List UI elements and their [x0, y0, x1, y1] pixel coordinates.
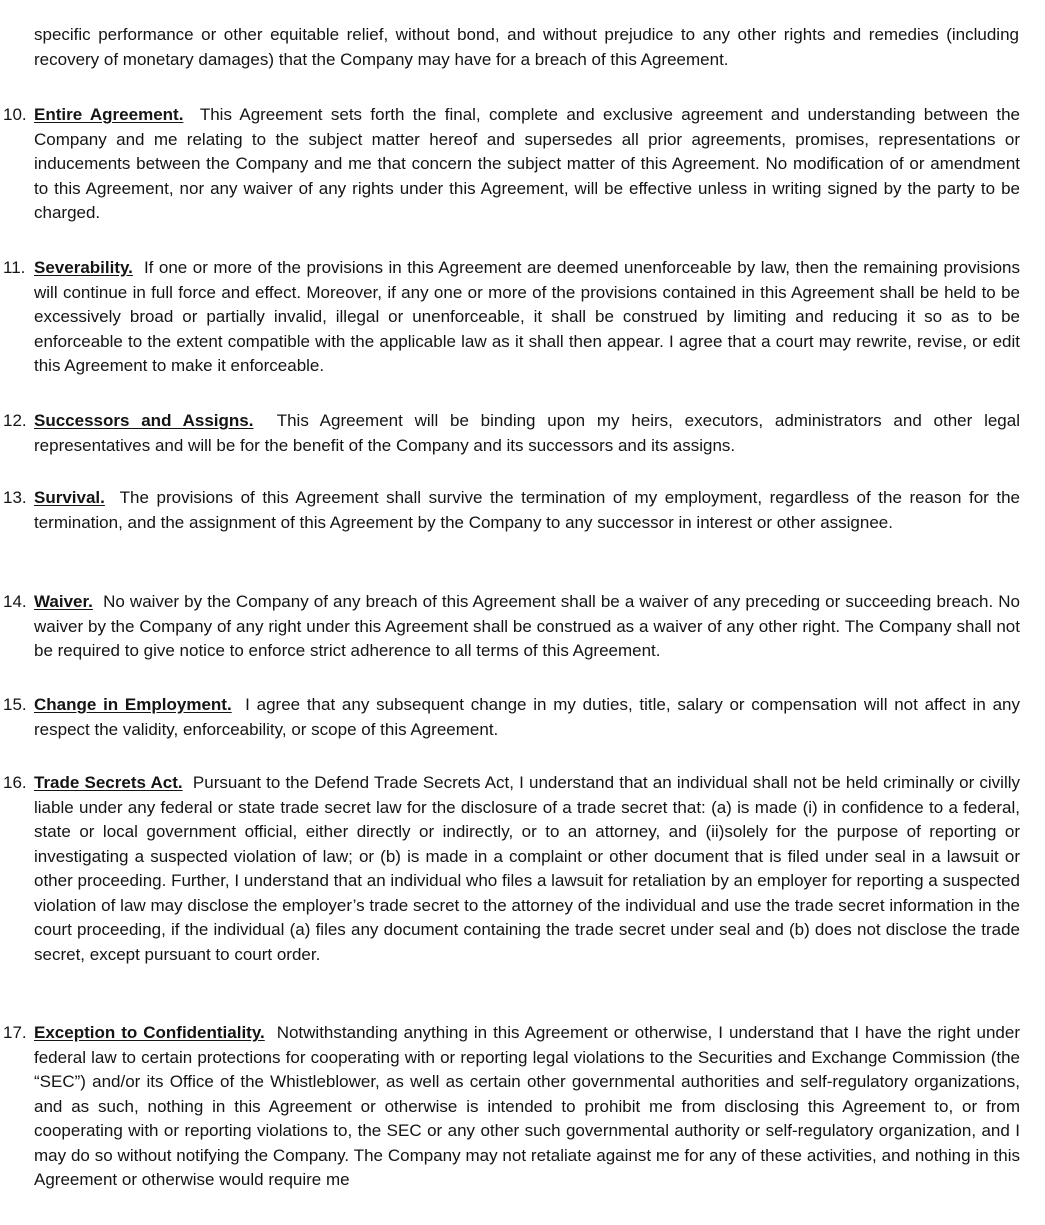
section-successors-and-assigns [0, 409, 1020, 458]
section-text: This Agreement will be binding upon my heirs, executors, administrators and other legal representatives and will be for the benefit of the Company and its successors and its assigns. [34, 411, 1020, 455]
section-severability [0, 256, 1020, 379]
section-text: If one or more of the provisions in this Agreement are deemed unenforceable by law, then the remaining provisions will continue in full force and effect. Moreover, if any one or more of the provisions contained in this Agreement shall be held to be excessively broad or partially invalid, illegal or unenforceable, it shall be construed by limiting and reducing it so as to be enforceable to the extent compatible with the applicable law as it shall then appear. I agree that a court may rewrite, revise, or edit this Agreement to make it enforceable. [34, 258, 1020, 375]
section-text: The provisions of this Agreement shall survive the termination of my employment, regardless of the reason for the termination, and the assignment of this Agreement by the Company to any successor in interest or other assignee. [34, 488, 1020, 532]
section-survival [0, 486, 1020, 535]
section-heading: Waiver. [34, 592, 93, 611]
section-number: 10. [3, 105, 27, 124]
section-body [34, 486, 1020, 535]
section-change-in-employment [0, 693, 1020, 742]
intro-paragraph: specific performance or other equitable relief, without bond, and without prejudice to any other rights and remedies (including recovery of monetary damages) that the Company may have for a breach of this Agreement. [34, 25, 1019, 69]
section-number: 17. [3, 1023, 27, 1042]
section-number: 15. [3, 695, 27, 714]
section-heading: Exception to Confidentiality. [34, 1023, 265, 1042]
section-body [34, 590, 1020, 664]
section-heading: Survival. [34, 488, 105, 507]
section-heading: Trade Secrets Act. [34, 773, 183, 792]
section-text: This Agreement sets forth the final, complete and exclusive agreement and understanding between the Company and me relating to the subject matter hereof and supersedes all prior agreements, promises, representations or inducements between the Company and me that concern the subject matter of this Agreement. No modification of or amendment to this Agreement, nor any waiver of any rights under this Agreement, will be effective unless in writing signed by the party to be charged. [34, 105, 1021, 222]
section-body [34, 693, 1020, 742]
section-body [34, 103, 1020, 226]
section-heading: Successors and Assigns. [34, 411, 254, 430]
section-body [34, 771, 1020, 967]
section-body [34, 256, 1020, 379]
section-body [34, 409, 1020, 458]
section-trade-secrets-act [0, 771, 1020, 967]
section-text: Notwithstanding anything in this Agreement or otherwise, I understand that I have the right under federal law to certain protections for cooperating with or reporting legal violations to the Securities and Exchange Commission (the “SEC”) and/or its Office of the Whistleblower, as well as certain other governmental authorities and self-regulatory organizations, and as such, nothing in this Agreement or otherwise is intended to prohibit me from disclosing this Agreement to, or from cooperating with or reporting violations to, the SEC or any other such governmental authority or self-regulatory organization, and I may do so without notifying the Company. The Company may not retaliate against me for any of these activities, and nothing in this Agreement or otherwise would require me [34, 1023, 1020, 1189]
section-number: 11. [3, 258, 26, 277]
section-text: Pursuant to the Defend Trade Secrets Act, I understand that an individual shall not be held criminally or civilly liable under any federal or state trade secret law for the disclosure of a trade secret that: (a) is made (i) in confidence to a federal, state or local government official, either directly or indirectly, or to an attorney, and (ii)solely for the purpose of reporting or investigating a suspected violation of law; or (b) is made in a complaint or other document that is filed under seal in a lawsuit or other proceeding. Further, I understand that an individual who files a lawsuit for retaliation by an employer for reporting a suspected violation of law may disclose the employer’s trade secret to the attorney of the individual and use the trade secret information in the court proceeding, if the individual (a) files any document containing the trade secret under seal and (b) does not disclose the trade secret, except pursuant to court order. [34, 773, 1020, 964]
section-body [34, 1021, 1020, 1193]
section-exception-to-confidentiality [0, 1021, 1020, 1193]
section-waiver [0, 590, 1020, 664]
section-heading: Severability. [34, 258, 133, 277]
section-entire-agreement [0, 103, 1020, 226]
section-number: 14. [3, 592, 27, 611]
section-number: 12. [3, 411, 27, 430]
section-heading: Entire Agreement. [34, 105, 184, 124]
section-text: No waiver by the Company of any breach of this Agreement shall be a waiver of any preceding or succeeding breach. No waiver by the Company of any right under this Agreement shall be construed as a waiver of any other right. The Company shall not be required to give notice to enforce strict adherence to all terms of this Agreement. [34, 592, 1021, 660]
section-text: I agree that any subsequent change in my duties, title, salary or compensation will not affect in any respect the validity, enforceability, or scope of this Agreement. [34, 695, 1020, 739]
section-number: 16. [3, 773, 27, 792]
section-number: 13. [3, 488, 27, 507]
section-heading: Change in Employment. [34, 695, 232, 714]
